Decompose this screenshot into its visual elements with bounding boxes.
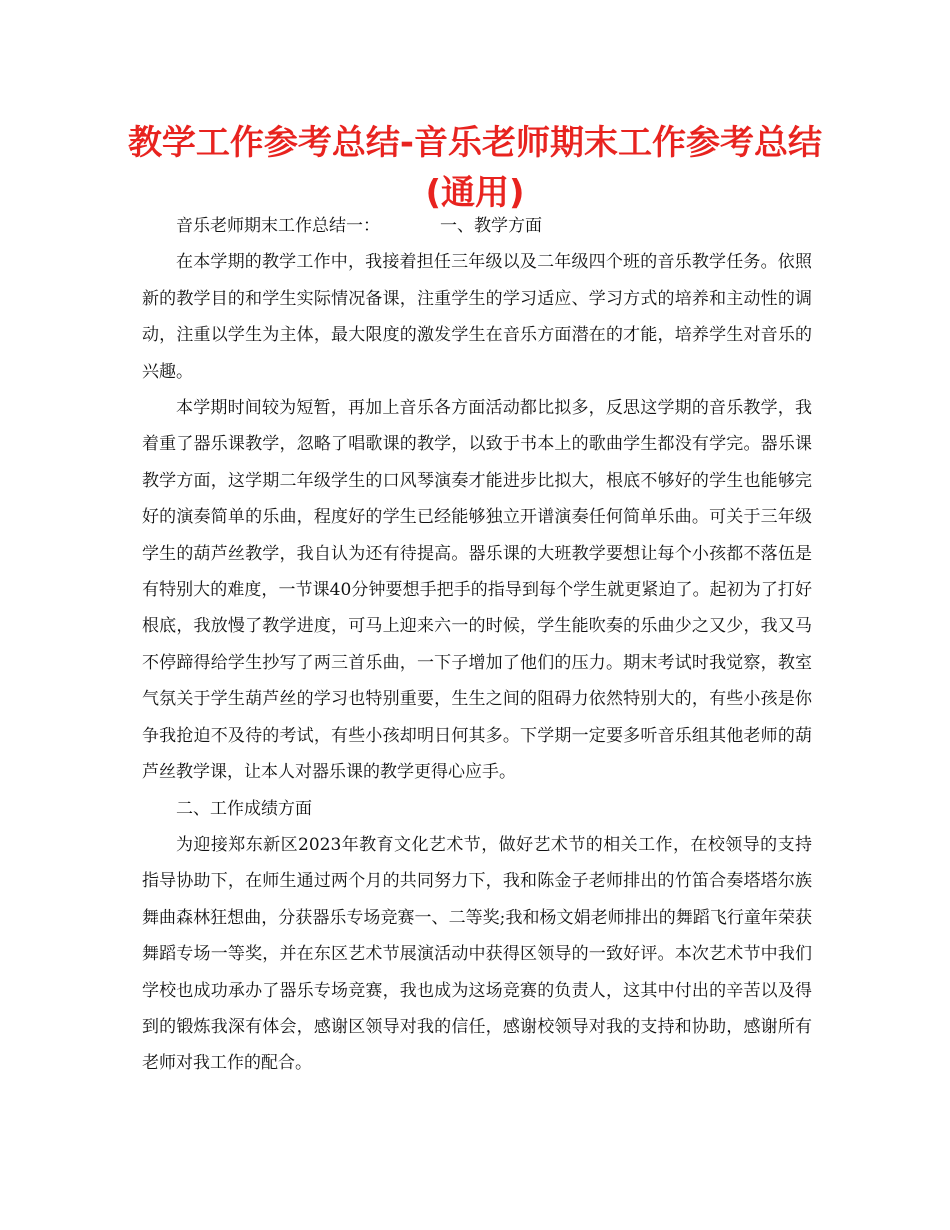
paragraph-teaching-reflection: 本学期时间较为短暂，再加上音乐各方面活动都比拟多，反思这学期的音乐教学，我着重了器乐课教学，忽略了唱歌课的教学，以致于书本上的歌曲学生都没有学完。器乐课教学方面，这学期二年级学生的口风琴演奏才能进步比拟大，根底不够好的学生也能够完好的演奏简单的乐曲，程度好的学生已经能够独立开谱演奏任何简单乐曲。可关于三年级学生的葫芦丝教学，我自认为还有待提高。器乐课的大班教学要想让每个小孩都不落伍是有特别大的难度，一节课40分钟要想手把手的指导到每个学生就更紧迫了。起初为了打好根底，我放慢了教学进度，可马上迎来六一的时候，学生能吹奏的乐曲少之又少，我又马不停蹄得给学生抄写了两三首乐曲，一下子增加了他们的压力。期末考试时我觉察，教室气氛关于学生葫芦丝的学习也特别重要，生生之间的阻碍力依然特别大的，有些小孩是你争我抢迫不及待的考试，有些小孩却明日何其多。下学期一定要多听音乐组其他老师的葫芦丝教学课，让本人对器乐课的教学更得心应手。	[142, 398, 812, 783]
section1-heading: 一、教学方面	[440, 216, 542, 236]
intro-line	[142, 208, 812, 244]
intro-label: 音乐老师期末工作总结一：	[176, 216, 380, 236]
document-body	[142, 208, 812, 1082]
section2-heading: 二、工作成绩方面	[176, 798, 312, 819]
paragraph-achievements: 为迎接郑东新区2023年教育文化艺术节，做好艺术节的相关工作，在校领导的支持指导协助下，在师生通过两个月的共同努力下，我和陈金子老师排出的竹笛合奏塔塔尔族舞曲森林狂想曲，分获器乐专场竞赛一、二等奖;我和杨文娟老师排出的舞蹈飞行童年荣获舞蹈专场一等奖，并在东区艺术节展演活动中获得区领导的一致好评。本次艺术节中我们学校也成功承办了器乐专场竞赛，我也成为这场竞赛的负责人，这其中付出的辛苦以及得到的锻炼我深有体会，感谢区领导对我的信任，感谢校领导对我的支持和协助，感谢所有老师对我工作的配合。	[142, 834, 812, 1074]
document-title-line-2: (通用)	[425, 173, 525, 213]
document-title-line-1: 教学工作参考总结-音乐老师期末工作参考总结	[127, 123, 823, 163]
paragraph-teaching-intro: 在本学期的教学工作中，我接着担任三年级以及二年级四个班的音乐教学任务。依照新的教学目的和学生实际情况备课，注重学生的学习适应、学习方式的培养和主动性的调动，注重以学生为主体，最大限度的激发学生在音乐方面潜在的才能，培养学生对音乐的兴趣。	[142, 252, 812, 382]
